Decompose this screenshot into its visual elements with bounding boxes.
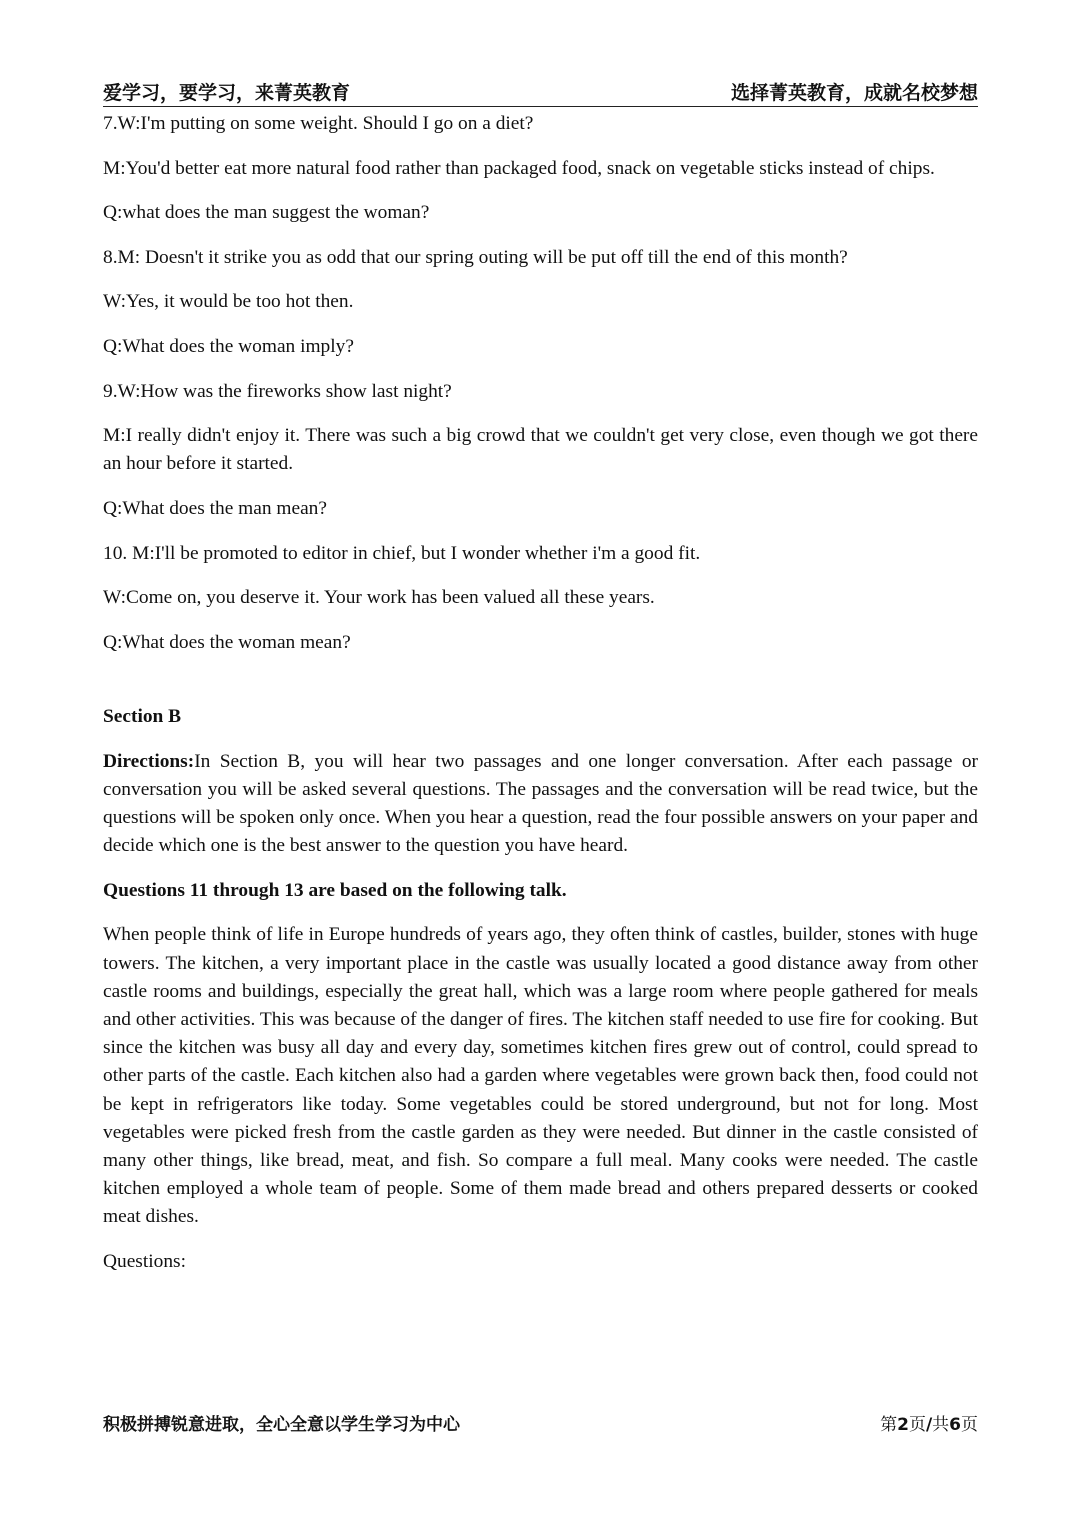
dialogue-line: 10. M:I'll be promoted to editor in chief, but I wonder whether i'm a good fit. xyxy=(103,542,701,564)
question-line: Q:What does the woman mean? xyxy=(103,631,351,653)
question-line: Q:What does the woman imply? xyxy=(103,335,354,357)
dialogue-line: 7.W:I'm putting on some weight. Should I go on a diet? xyxy=(103,113,534,134)
dialogue-line: 8.M: Doesn't it strike you as odd that our spring outing will be put off till the end of this month? xyxy=(103,246,848,268)
page-total-prefix: 共 xyxy=(932,1415,950,1435)
dialogue-line: M:You'd better eat more natural food rather than packaged food, snack on vegetable sticks instead of chips. xyxy=(103,157,935,179)
page-total: 6 xyxy=(949,1415,961,1435)
questions-heading: Questions 11 through 13 are based on the following talk. xyxy=(103,879,567,901)
page-suffix-2: 页 xyxy=(961,1415,978,1435)
question-line: Q:what does the man suggest the woman? xyxy=(103,202,430,224)
question-line: Q:What does the man mean? xyxy=(103,497,327,519)
questions-label: Questions: xyxy=(103,1250,186,1272)
page-current: 2 xyxy=(897,1415,909,1435)
dialogue-line: M:I really didn't enjoy it. There was such a big crowd that we couldn't get very close, even though we got there an hour before it started. xyxy=(103,425,978,475)
dialogue-line: W:Yes, it would be too hot then. xyxy=(103,291,354,313)
document-page xyxy=(103,0,978,1527)
directions-text: In Section B, you will hear two passages and one longer conversation. After each passage or conversation you will be asked several questions. The passages and the conversation will be read twice, but the questions will be spoken only once. When you hear a question, read the four possible answers on your paper and decide which one is the best answer to the question you have heard. xyxy=(103,750,978,857)
page-header xyxy=(103,80,978,107)
page-suffix-1: 页 xyxy=(908,1415,926,1435)
header-slogan-left: 爱学习，要学习，来菁英教育 xyxy=(103,82,351,104)
directions-label: Directions: xyxy=(103,750,195,772)
header-slogan-right: 选择菁英教育，成就名校梦想 xyxy=(730,82,978,104)
page-slash: / xyxy=(925,1415,933,1435)
page-prefix: 第 xyxy=(880,1415,898,1435)
page-content xyxy=(103,110,978,1293)
section-b-directions xyxy=(103,748,978,861)
dialogue-line: 9.W:How was the fireworks show last night? xyxy=(103,380,452,402)
talk-passage: When people think of life in Europe hundreds of years ago, they often think of castles, builder, stones with huge towers. The kitchen, a very important place in the castle was usually located a good distance away from other castle rooms and buildings, especially the great hall, which was a large room where people gathered for meals and other activities. This was because of the danger of fires. The kitchen staff needed to use fire for cooking. But since the kitchen was busy all day and every day, sometimes kitchen fires grew out of control, could spread to other parts of the castle. Each kitchen also had a garden where vegetables were grown back then, food could not be kept in refrigerators like today. Some vegetables could be stored underground, but not for long. Most vegetables were picked fresh from the castle garden as they were needed. But dinner in the castle consisted of many other things, like bread, meat, and fish. So compare a full meal. Many cooks were needed. The castle kitchen employed a whole team of people. Some of them made bread and others prepared desserts or cooked meat dishes. xyxy=(103,924,978,1228)
page-footer xyxy=(103,1412,978,1438)
page-number xyxy=(880,1412,978,1438)
section-b-title: Section B xyxy=(103,705,182,727)
dialogue-line: W:Come on, you deserve it. Your work has been valued all these years. xyxy=(103,587,655,609)
footer-slogan: 积极拼搏锐意进取，全心全意以学生学习为中心 xyxy=(103,1415,460,1435)
